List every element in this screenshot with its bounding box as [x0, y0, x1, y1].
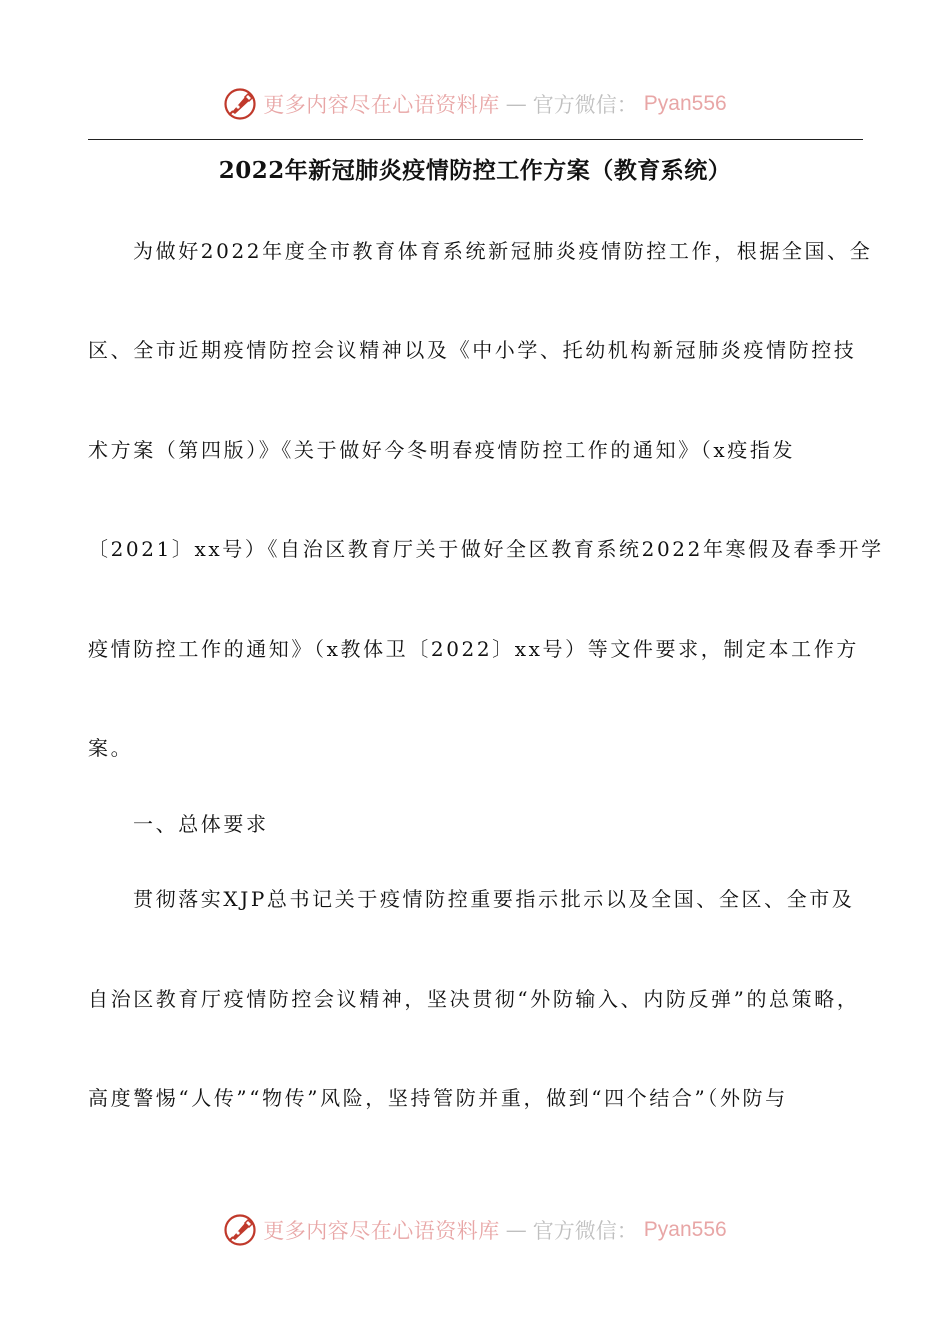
banner-wechat-label: 官方微信： [532, 1219, 638, 1243]
paragraph-line: 区、全市近期疫情防控会议精神以及《中小学、托幼机构新冠肺炎疫情防控技 [88, 338, 857, 362]
paragraph-line: 〔2021〕xx号）《自治区教育厅关于做好全区教育系统2022年寒假及春季开学 [88, 537, 884, 561]
banner-wechat-id: Pyan556 [643, 1218, 727, 1241]
paragraph-line: 自治区教育厅疫情防控会议精神，坚决贯彻“外防输入、内防反弹”的总策略， [88, 987, 860, 1011]
header-banner [0, 84, 950, 124]
banner-wechat-id: Pyan556 [643, 92, 727, 115]
paragraph-line: 为做好2022年度全市教育体育系统新冠肺炎疫情防控工作，根据全国、全 [133, 239, 873, 263]
banner-separator: — [505, 1218, 527, 1242]
pen-nib-logo-icon [223, 87, 257, 121]
paragraph-line: 贯彻落实XJP总书记关于疫情防控重要指示批示以及全国、全区、全市及 [133, 887, 855, 911]
banner-slogan: 更多内容尽在心语资料库 [263, 1219, 500, 1243]
banner-separator: — [505, 92, 527, 116]
paragraph-line: 疫情防控工作的通知》（x教体卫〔2022〕xx号）等文件要求，制定本工作方 [88, 637, 859, 661]
pen-nib-logo-icon [223, 1213, 257, 1247]
header-divider [88, 139, 863, 140]
document-title: 2022年新冠肺炎疫情防控工作方案（教育系统） [218, 157, 732, 184]
banner-wechat-label: 官方微信： [532, 93, 638, 117]
banner-slogan: 更多内容尽在心语资料库 [263, 93, 500, 117]
paragraph-line: 案。 [88, 736, 134, 760]
footer-banner [0, 1210, 950, 1250]
paragraph-line: 术方案（第四版）》《关于做好今冬明春疫情防控工作的通知》（x疫指发 [88, 438, 796, 462]
section-heading: 一、总体要求 [133, 812, 269, 836]
paragraph-line: 高度警惕“人传”“物传”风险，坚持管防并重，做到“四个结合”（外防与 [88, 1086, 788, 1110]
